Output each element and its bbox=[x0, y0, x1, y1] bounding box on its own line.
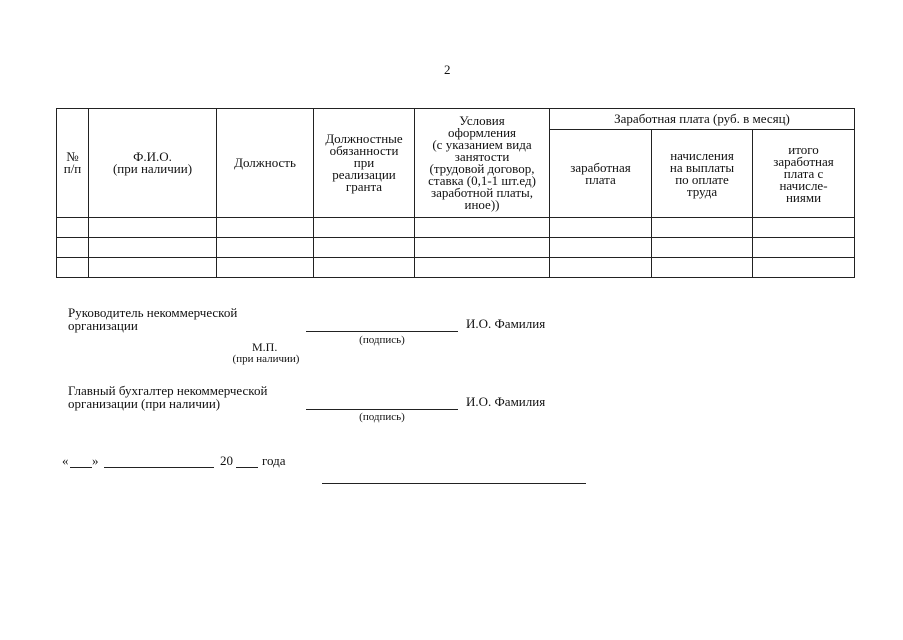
accountant-signature-line bbox=[306, 409, 458, 410]
header-position: Должность bbox=[217, 109, 314, 218]
header-salary-group: Заработная плата (руб. в месяц) bbox=[550, 109, 855, 130]
staff-salary-table bbox=[56, 108, 855, 278]
header-fio: Ф.И.О. (при наличии) bbox=[89, 109, 217, 218]
accountant-name: И.О. Фамилия bbox=[466, 394, 546, 409]
date-close-quote: » bbox=[92, 453, 99, 468]
header-total: итого заработная плата с начисле- ниями bbox=[753, 130, 855, 218]
bottom-rule bbox=[322, 483, 586, 484]
date-open-quote: « bbox=[62, 453, 69, 468]
date-month-line bbox=[104, 467, 214, 468]
header-duties: Должностные обязанности при реализации гранта bbox=[314, 109, 415, 218]
table-row bbox=[57, 218, 855, 238]
header-conditions: Условия оформления (с указанием вида занятости (трудовой договор, ставка (0,1-1 шт.ед) заработной платы, иное)) bbox=[415, 109, 550, 218]
date-day-line bbox=[70, 467, 92, 468]
head-name: И.О. Фамилия bbox=[466, 316, 546, 331]
date-year-line bbox=[236, 467, 258, 468]
header-accruals: начисления на выплаты по оплате труда bbox=[652, 130, 753, 218]
stamp-note: (при наличии) bbox=[232, 353, 300, 365]
table-row bbox=[57, 238, 855, 258]
accountant-sign-caption: (подпись) bbox=[359, 411, 405, 423]
head-sign-caption: (подпись) bbox=[359, 334, 405, 346]
head-title: Руководитель некоммерческой организации bbox=[68, 305, 238, 333]
header-number: № п/п bbox=[57, 109, 89, 218]
header-salary: заработная плата bbox=[550, 130, 652, 218]
date-year-word: года bbox=[262, 453, 286, 468]
page-number: 2 bbox=[444, 62, 451, 77]
head-signature-line bbox=[306, 331, 458, 332]
accountant-title: Главный бухгалтер некоммерческой организации (при наличии) bbox=[68, 383, 268, 411]
table-row bbox=[57, 258, 855, 278]
stamp-label: М.П. bbox=[252, 340, 278, 354]
date-century: 20 bbox=[220, 453, 233, 468]
